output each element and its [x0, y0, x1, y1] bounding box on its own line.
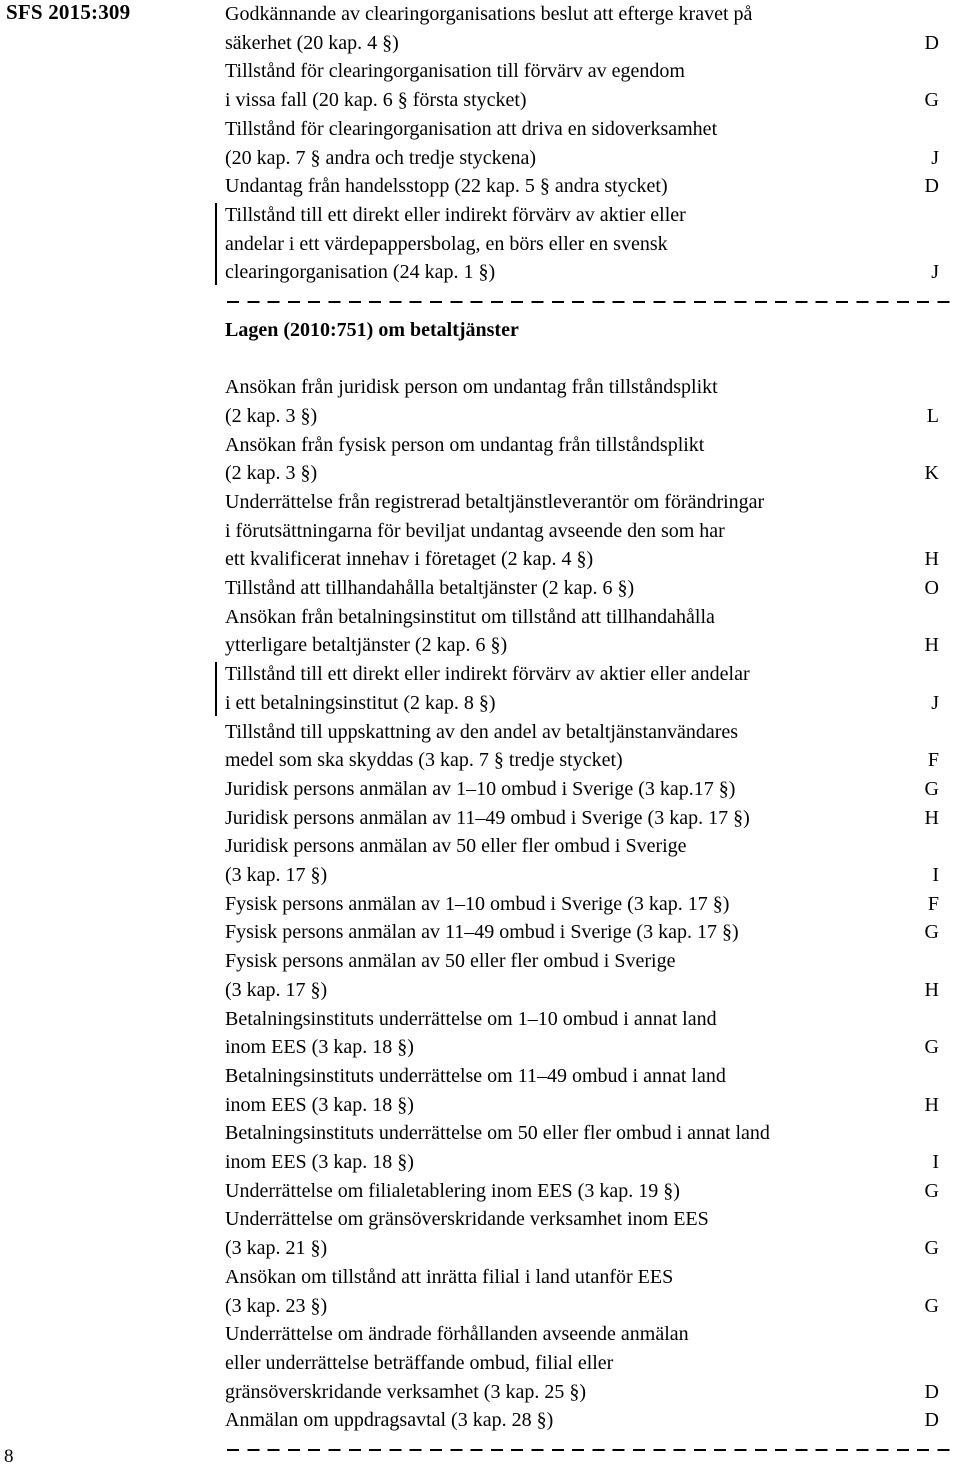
fee-class-code: G [924, 1294, 939, 1317]
entry-line: Ansökan från betalningsinstitut om tillstånd att tillhandahålla [225, 605, 715, 628]
fee-entry [225, 1205, 960, 1262]
fee-entry [225, 804, 960, 833]
entry-line: Underrättelse från registrerad betaltjänstleverantör om förändringar [225, 490, 765, 513]
fee-entry [225, 201, 960, 287]
entry-line: Tillstånd till uppskattning av den andel av betaltjänstanvändares [225, 720, 739, 743]
fee-class-code: G [924, 1237, 939, 1260]
entry-line: ett kvalificerat innehav i företaget (2 kap. 4 §) H [225, 545, 939, 574]
entry-line: Anmälan om uppdragsavtal (3 kap. 28 §) D [225, 1406, 939, 1435]
entry-line: gränsöverskridande verksamhet (3 kap. 25 §) D [225, 1378, 939, 1407]
fee-class-code: J [931, 146, 939, 169]
entry-line: Undantag från handelsstopp (22 kap. 5 § andra stycket) D [225, 172, 939, 201]
entry-line: i vissa fall (20 kap. 6 § första stycket) G [225, 86, 939, 115]
entry-line: i förutsättningarna för beviljat undantag avseende den som har [225, 519, 725, 542]
entry-line: (3 kap. 23 §) G [225, 1292, 939, 1321]
entry-line: (2 kap. 3 §) L [225, 402, 939, 431]
entry-line: Ansökan från juridisk person om undantag från tillståndsplikt [225, 376, 718, 399]
fee-class-code: G [924, 1036, 939, 1059]
entry-line: Fysisk persons anmälan av 50 eller fler ombud i Sverige [225, 950, 676, 973]
entry-line: Juridisk persons anmälan av 50 eller fler ombud i Sverige [225, 835, 687, 858]
section-heading: Lagen (2010:751) om betaltjänster [225, 318, 519, 341]
fee-class-code: I [932, 1151, 939, 1174]
fee-entry [225, 172, 960, 201]
entry-line: Fysisk persons anmälan av 1–10 ombud i Sverige (3 kap. 17 §) F [225, 890, 939, 919]
fee-class-code: H [924, 806, 939, 829]
section-spacer [225, 344, 960, 373]
fee-class-code: H [924, 548, 939, 571]
fee-entry [225, 947, 960, 1004]
fee-class-code: H [924, 1093, 939, 1116]
fee-class-code: G [924, 777, 939, 800]
entry-line: Betalningsinstituts underrättelse om 1–10 ombud i annat land [225, 1007, 717, 1030]
entry-line: medel som ska skyddas (3 kap. 7 § tredje stycket) F [225, 746, 939, 775]
entry-line: Ansökan om tillstånd att inrätta filial i land utanför EES [225, 1265, 674, 1288]
entry-line: eller underrättelse beträffande ombud, filial eller [225, 1352, 614, 1374]
fee-entry [225, 431, 960, 488]
fee-entry [225, 718, 960, 775]
entry-line: Fysisk persons anmälan av 11–49 ombud i Sverige (3 kap. 17 §) G [225, 918, 939, 947]
sfs-number: SFS 2015:309 [6, 0, 131, 24]
fee-entry [225, 918, 960, 947]
fee-class-code: J [931, 691, 939, 714]
entry-line: Betalningsinstituts underrättelse om 11–49 ombud i annat land [225, 1064, 726, 1087]
entry-line: Tillstånd att tillhandahålla betaltjänster (2 kap. 6 §) O [225, 574, 939, 603]
fee-entry [225, 1320, 960, 1406]
fee-entry [225, 1119, 960, 1176]
fee-class-code: L [926, 404, 939, 427]
fee-class-code: H [924, 978, 939, 1001]
fee-class-code: F [927, 749, 939, 772]
fee-entry [225, 1177, 960, 1206]
entries-after [225, 373, 960, 1435]
fee-entry [225, 373, 960, 430]
fee-class-code: G [924, 1179, 939, 1202]
entry-line: inom EES (3 kap. 18 §) G [225, 1033, 939, 1062]
fee-entry [225, 890, 960, 919]
entry-line: (2 kap. 3 §) K [225, 459, 939, 488]
fee-class-code: O [924, 577, 939, 600]
fee-entry [225, 1406, 960, 1435]
entry-line: Godkännande av clearingorganisations beslut att efterge kravet på [225, 3, 753, 25]
fee-class-code: F [927, 892, 939, 915]
entry-line: Tillstånd för clearingorganisation till förvärv av egendom [225, 60, 685, 83]
fee-entry [225, 1263, 960, 1320]
fee-entry [225, 57, 960, 114]
entry-line: inom EES (3 kap. 18 §) I [225, 1148, 939, 1177]
dashed-separator [225, 287, 960, 316]
fee-class-code: D [924, 31, 939, 54]
fee-entry [225, 0, 960, 57]
fee-class-code: G [924, 921, 939, 944]
entry-line: Tillstånd för clearingorganisation att driva en sidoverksamhet [225, 117, 718, 140]
entry-line: Tillstånd till ett direkt eller indirekt förvärv av aktier eller andelar [225, 663, 750, 686]
entry-line: Underrättelse om filialetablering inom EES (3 kap. 19 §) G [225, 1177, 939, 1206]
dashed-separator-bottom [225, 1435, 960, 1464]
entry-line: (3 kap. 17 §) H [225, 976, 939, 1005]
fee-class-code: D [924, 1380, 939, 1403]
entry-line: Tillstånd till ett direkt eller indirekt förvärv av aktier eller [225, 203, 686, 226]
entry-line: (3 kap. 21 §) G [225, 1234, 939, 1263]
document-body [225, 0, 960, 1464]
entry-line: inom EES (3 kap. 18 §) H [225, 1091, 939, 1120]
entry-line: Juridisk persons anmälan av 1–10 ombud i Sverige (3 kap.17 §) G [225, 775, 939, 804]
entry-line: clearingorganisation (24 kap. 1 §) J [225, 258, 939, 287]
fee-class-code: K [924, 462, 939, 485]
entry-line: (20 kap. 7 § andra och tredje styckena) J [225, 144, 939, 173]
entry-line: Underrättelse om gränsöverskridande verksamhet inom EES [225, 1208, 709, 1231]
entries-before [225, 0, 960, 287]
fee-entry [225, 775, 960, 804]
fee-class-code: H [924, 634, 939, 657]
fee-entry [225, 660, 960, 717]
fee-entry [225, 488, 960, 574]
entry-line: Betalningsinstituts underrättelse om 50 eller fler ombud i annat land [225, 1122, 770, 1145]
entry-line: i ett betalningsinstitut (2 kap. 8 §) J [225, 689, 939, 718]
entry-line: Ansökan från fysisk person om undantag från tillståndsplikt [225, 433, 705, 456]
entry-line: ytterligare betaltjänster (2 kap. 6 §) H [225, 631, 939, 660]
fee-entry [225, 832, 960, 889]
fee-entry [225, 115, 960, 172]
page-number: 8 [4, 1446, 14, 1467]
fee-entry [225, 1005, 960, 1062]
fee-entry [225, 574, 960, 603]
fee-class-code: I [932, 864, 939, 887]
entry-line: Juridisk persons anmälan av 11–49 ombud i Sverige (3 kap. 17 §) H [225, 804, 939, 833]
fee-entry [225, 1062, 960, 1119]
fee-class-code: D [924, 1409, 939, 1432]
entry-line: Underrättelse om ändrade förhållanden avseende anmälan [225, 1323, 689, 1346]
fee-class-code: J [931, 261, 939, 284]
fee-entry [225, 603, 960, 660]
fee-class-code: D [924, 175, 939, 198]
entry-line: säkerhet (20 kap. 4 §) D [225, 29, 939, 58]
entry-line: andelar i ett värdepappersbolag, en börs eller en svensk [225, 232, 668, 255]
entry-line: (3 kap. 17 §) I [225, 861, 939, 890]
fee-class-code: G [924, 89, 939, 112]
